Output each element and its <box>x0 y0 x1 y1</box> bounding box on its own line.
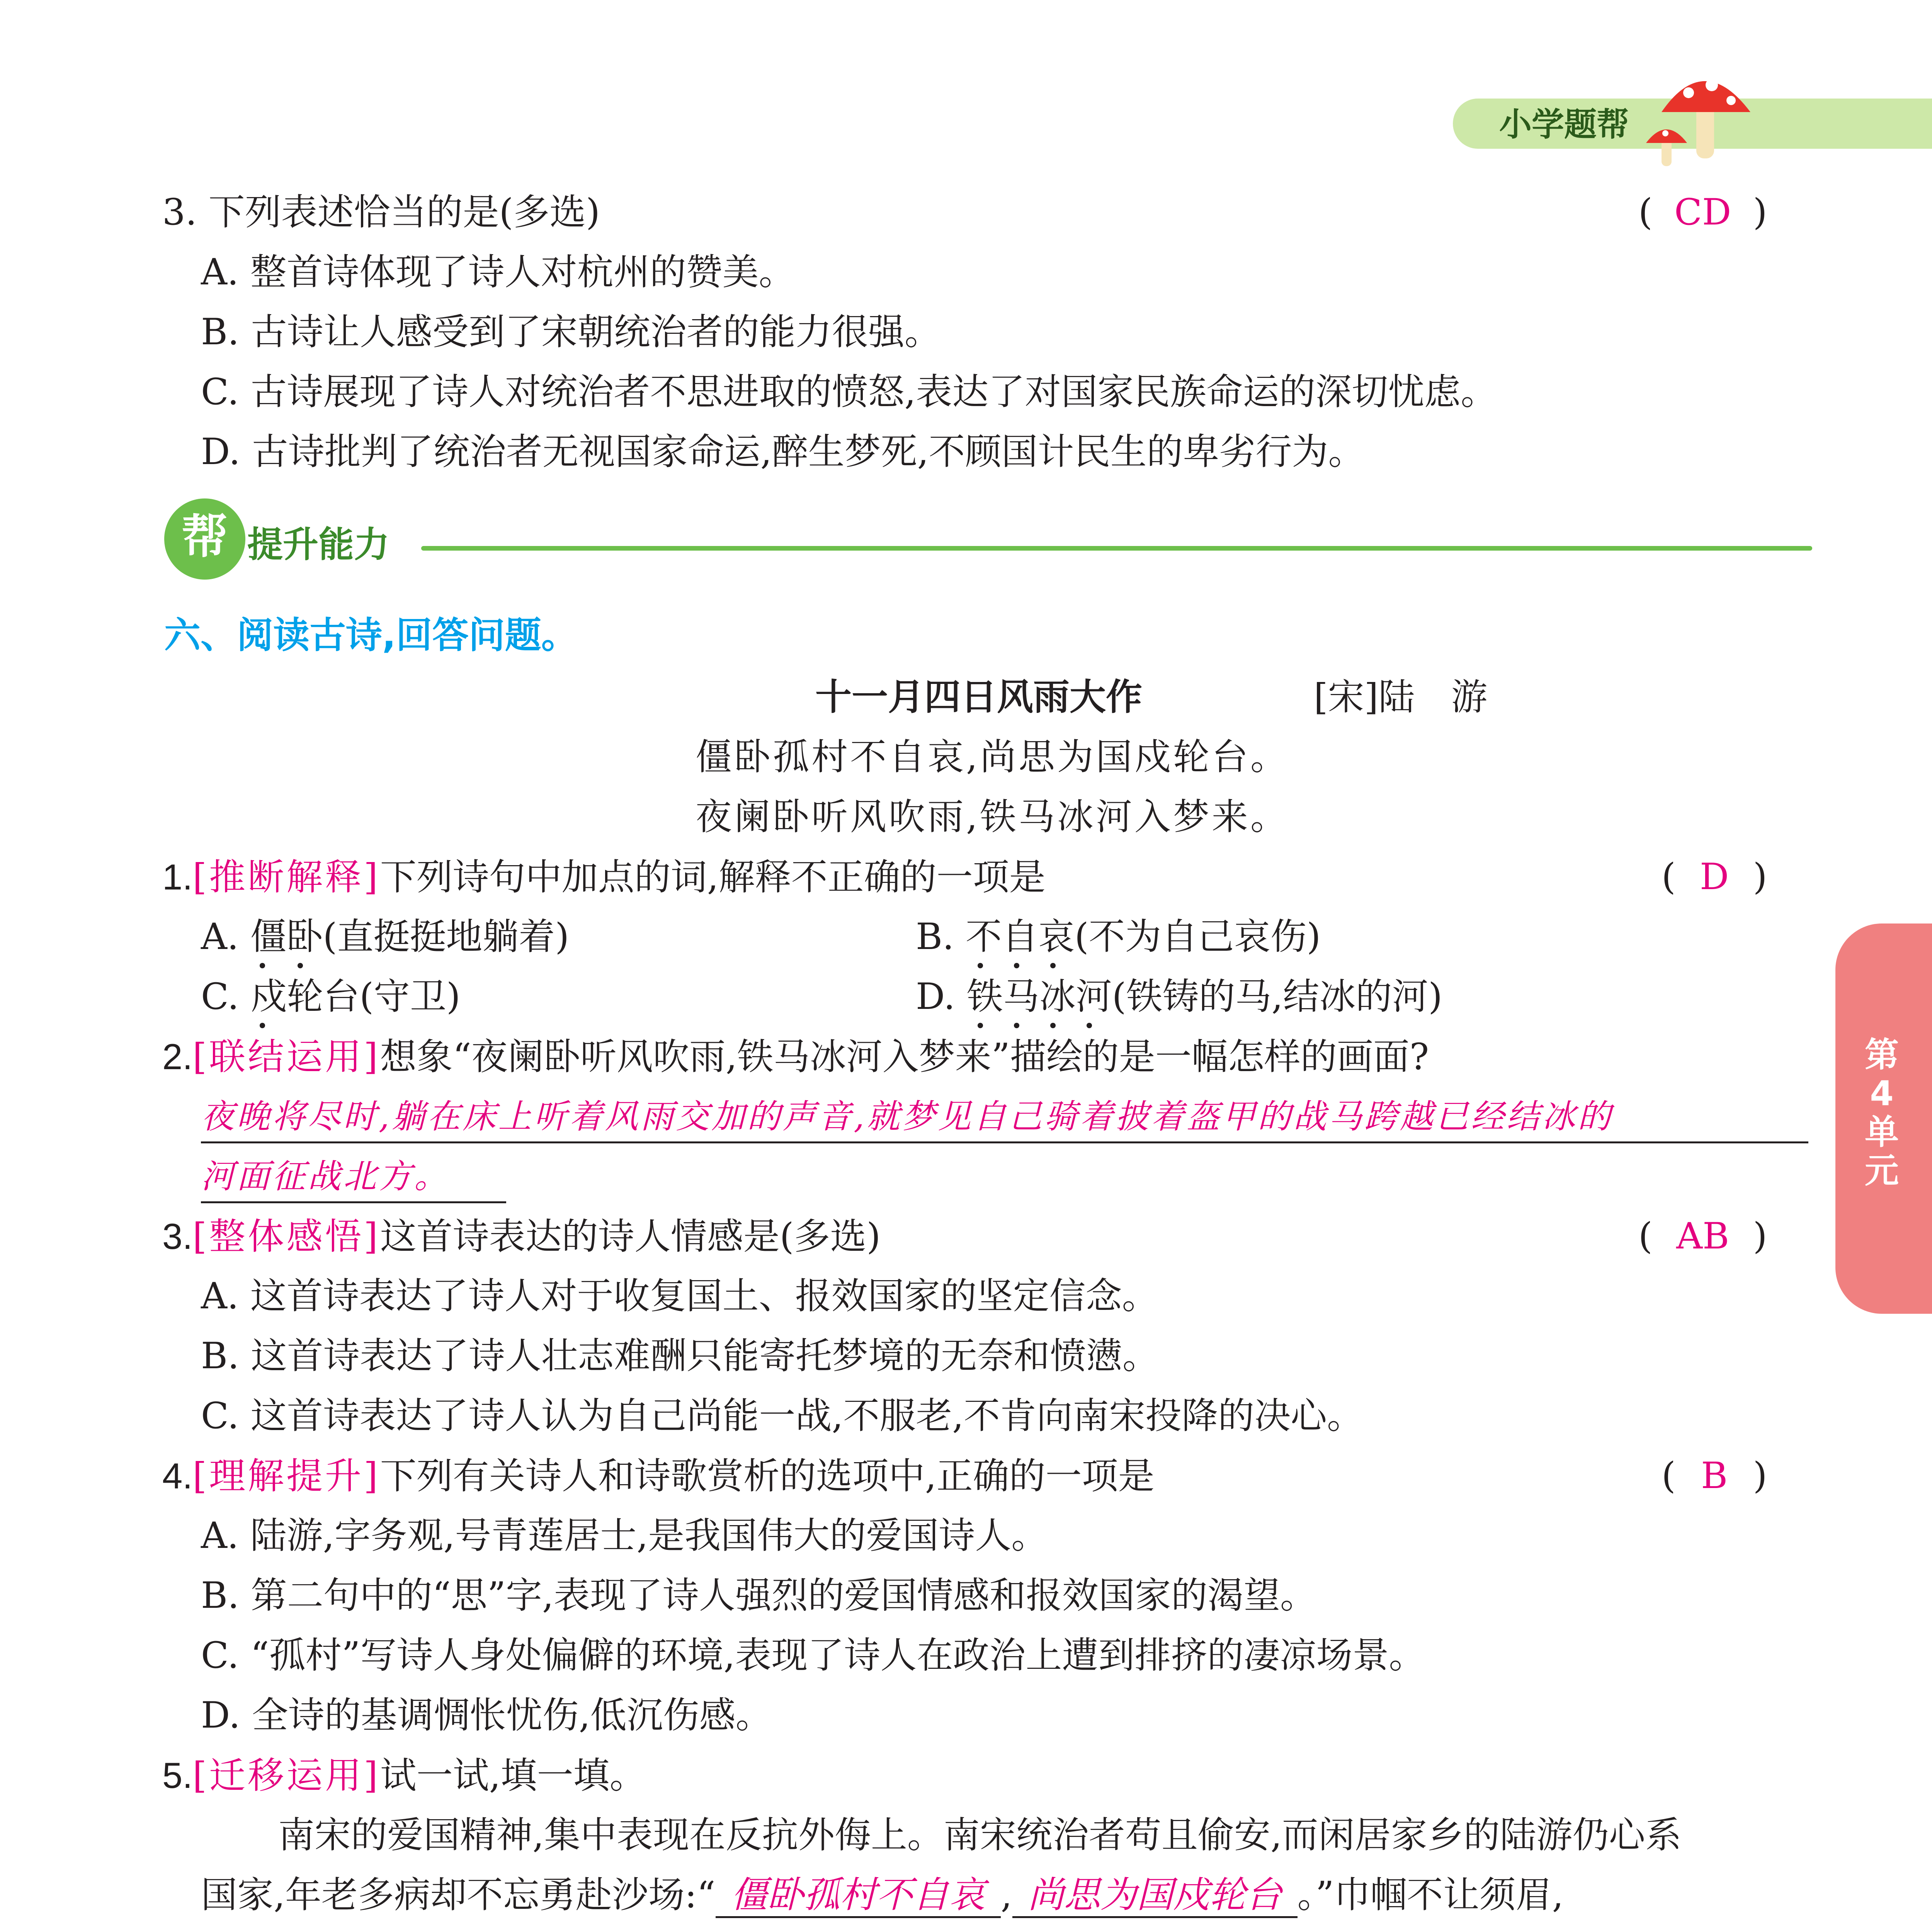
q1-option-a: A. 僵卧(直挺挺地躺着) <box>201 916 570 958</box>
poem-line-1: 僵卧孤村不自哀,尚思为国戍轮台。 <box>696 736 1289 778</box>
part6-heading: 六、阅读古诗,回答问题。 <box>164 614 578 656</box>
q5-para-line-2: 国家,年老多病却不忘勇赴沙场:“ 僵卧孤村不自哀 , 尚思为国戍轮台 。”巾帼不让须眉, <box>201 1872 1563 1918</box>
section-rule <box>421 546 1812 551</box>
q3-option-b: B. 这首诗表达了诗人壮志难酬只能寄托梦境的无奈和愤懑。 <box>201 1335 1159 1377</box>
q1-option-b: B. 不自哀(不为自己哀伤) <box>916 916 1321 958</box>
q4-stem-line: 4.[理解提升]下列有关诗人和诗歌赏析的选项中,正确的一项是 <box>162 1455 1155 1497</box>
q2-stem-line: 2.[联结运用]想象“夜阑卧听风吹雨,铁马冰河入梦来”描绘的是一幅怎样的画面? <box>162 1036 1429 1078</box>
q1-option-d: D. 铁马冰河(铁铸的马,结冰的河) <box>916 976 1443 1018</box>
unit-tab-label: 第 4 单元 <box>1864 1035 1899 1190</box>
q1-option-c: C. 戍轮台(守卫) <box>201 976 461 1018</box>
q4-option-c: C. “孤村”写诗人身处偏僻的环境,表现了诗人在政治上遭到排挤的凄凉场景。 <box>201 1634 1425 1677</box>
q3-top-option-b: B. 古诗让人感受到了宋朝统治者的能力很强。 <box>201 311 941 353</box>
section-title: 提升能力 <box>247 524 390 565</box>
q3-top-stem: 3. 下列表述恰当的是(多选) <box>162 191 600 233</box>
q3-top-option-d: D. 古诗批判了统治者无视国家命运,醉生梦死,不顾国计民生的卑劣行为。 <box>201 431 1365 473</box>
q3-option-c: C. 这首诗表达了诗人认为自己尚能一战,不服老,不肯向南宋投降的决心。 <box>201 1395 1364 1437</box>
q5-blank-1[interactable]: 僵卧孤村不自哀 <box>716 1874 1001 1918</box>
poem-line-2: 夜阑卧听风吹雨,铁马冰河入梦来。 <box>696 796 1289 838</box>
q4-answer-bracket: ( B ) <box>1662 1455 1767 1497</box>
q3-stem-line: 3.[整体感悟]这首诗表达的诗人情感是(多选) <box>162 1216 881 1258</box>
q3-option-a: A. 这首诗表达了诗人对于收复国土、报效国家的坚定信念。 <box>201 1275 1158 1317</box>
q3-answer-bracket: ( AB ) <box>1638 1215 1767 1257</box>
q5-stem-line: 5.[迁移运用]试一试,填一填。 <box>162 1755 646 1797</box>
q4-option-a: A. 陆游,字务观,号青莲居士,是我国伟大的爱国诗人。 <box>201 1515 1048 1557</box>
q3-top-answer-bracket: ( CD ) <box>1638 191 1767 233</box>
brand-label: 小学题帮 <box>1499 105 1629 143</box>
q3-top-option-c: C. 古诗展现了诗人对统治者不思进取的愤怒,表达了对国家民族命运的深切忧虑。 <box>201 371 1497 413</box>
q4-option-d: D. 全诗的基调惆怅忧伤,低沉伤感。 <box>201 1694 772 1736</box>
section-badge-text: 帮 <box>182 510 228 564</box>
poem-author: [宋]陆 游 <box>1314 676 1488 718</box>
poem-title: 十一月四日风雨大作 <box>815 676 1143 718</box>
q2-answer-line-1: 夜晚将尽时,躺在床上听着风雨交加的声音,就梦见自己骑着披着盔甲的战马跨越已经结冰的 <box>201 1094 1808 1143</box>
q1-stem-line: 1.[推断解释]下列诗句中加点的词,解释不正确的一项是 <box>162 856 1046 898</box>
q2-answer-line-2: 河面征战北方。 <box>201 1153 506 1203</box>
mushroom-icon <box>1638 58 1777 174</box>
q5-para-line-1: 南宋的爱国精神,集中表现在反抗外侮上。南宋统治者苟且偷安,而闲居家乡的陆游仍心系 <box>278 1814 1682 1856</box>
q4-option-b: B. 第二句中的“思”字,表现了诗人强烈的爱国情感和报效国家的渴望。 <box>201 1575 1316 1617</box>
q5-blank-2[interactable]: 尚思为国戍轮台 <box>1012 1874 1298 1918</box>
q3-top-option-a: A. 整首诗体现了诗人对杭州的赞美。 <box>201 251 795 293</box>
q1-answer-bracket: ( D ) <box>1662 856 1767 898</box>
